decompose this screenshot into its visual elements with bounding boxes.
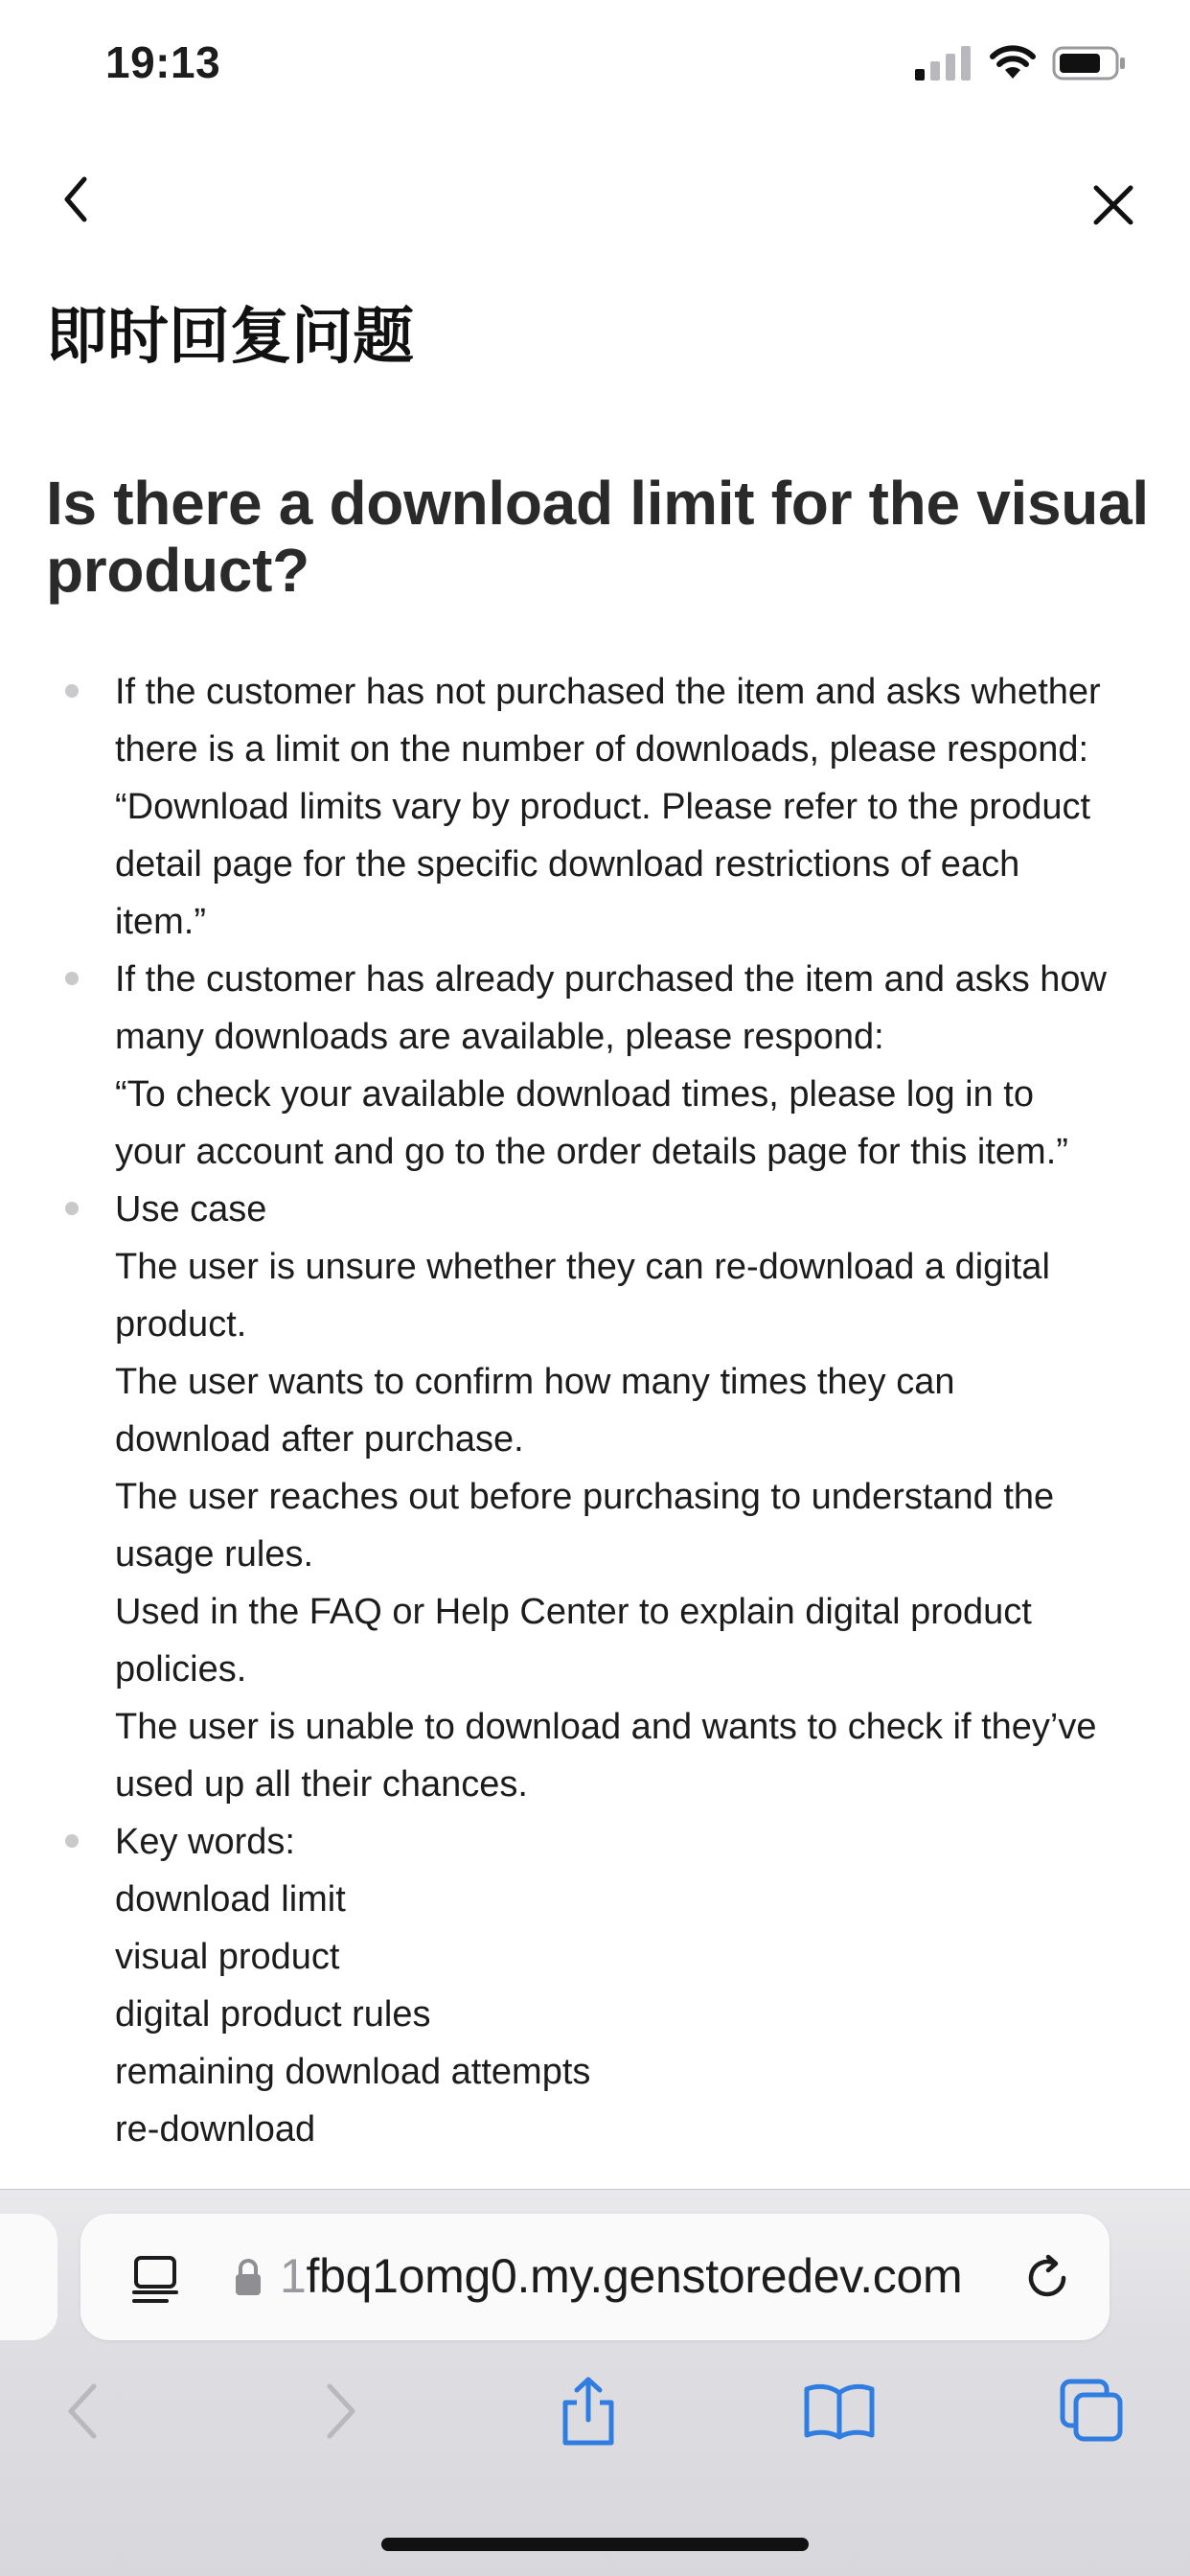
close-icon — [1092, 184, 1134, 226]
list-line: The user wants to confirm how many times they can — [115, 1362, 955, 1402]
url-prefix: 1 — [280, 2249, 307, 2303]
status-time: 19:13 — [105, 37, 221, 87]
lock-icon — [234, 2256, 263, 2298]
list-line: Key words: — [115, 1822, 295, 1862]
list-line: visual product — [115, 1937, 340, 1977]
list-item — [46, 951, 1157, 1181]
list-line: “To check your available download times, please log in to — [115, 1074, 1034, 1115]
list-line: digital product rules — [115, 1994, 431, 2035]
list-line: detail page for the specific download restrictions of each — [115, 844, 1020, 885]
list-line: Used in the FAQ or Help Center to explain digital product — [115, 1592, 1032, 1632]
list-line: usage rules. — [115, 1534, 314, 1575]
bullet-dot — [65, 684, 79, 698]
article-heading: Is there a download limit for the visual product? — [46, 469, 1149, 605]
back-icon — [63, 2380, 102, 2442]
forward-icon — [322, 2380, 360, 2442]
close-button[interactable] — [1083, 174, 1144, 236]
list-item — [46, 663, 1157, 951]
list-line: your account and go to the order details page for this item.” — [115, 1132, 1068, 1172]
status-bar — [0, 0, 1190, 134]
signal-icon — [915, 46, 971, 80]
tabs-icon — [1059, 2378, 1126, 2445]
adjacent-tab-preview[interactable] — [0, 2214, 57, 2340]
browser-forward-button[interactable] — [303, 2373, 379, 2450]
list-line: policies. — [115, 1649, 247, 1690]
list-line: If the customer has already purchased the item and asks how — [115, 959, 1107, 1000]
list-item — [46, 1813, 1157, 2158]
list-line: product. — [115, 1304, 247, 1345]
list-line: there is a limit on the number of downloads, please respond: — [115, 729, 1089, 770]
list-line: Use case — [115, 1189, 267, 1230]
bullet-dot — [65, 1202, 79, 1215]
list-line: many downloads are available, please respond: — [115, 1017, 884, 1057]
list-line: download after purchase. — [115, 1419, 524, 1460]
list-line: “Download limits vary by product. Please refer to the product — [115, 787, 1091, 827]
list-line: download limit — [115, 1879, 346, 1920]
reload-icon[interactable] — [1019, 2250, 1075, 2306]
bookmarks-button[interactable] — [801, 2373, 878, 2450]
bookmarks-icon — [803, 2381, 876, 2441]
bullet-dot — [65, 1834, 79, 1848]
list-line: If the customer has not purchased the item and asks whether — [115, 672, 1101, 712]
list-line: item.” — [115, 902, 206, 942]
list-line: The user reaches out before purchasing to understand the — [115, 1477, 1055, 1517]
back-button[interactable] — [50, 169, 102, 230]
share-button[interactable] — [550, 2373, 627, 2450]
address-bar[interactable] — [80, 2214, 1110, 2340]
list-line: used up all their chances. — [115, 1764, 528, 1805]
share-icon — [558, 2376, 619, 2447]
bullet-list — [46, 663, 1157, 2158]
browser-back-button[interactable] — [44, 2373, 121, 2450]
chevron-left-icon — [61, 175, 90, 223]
list-item — [46, 1181, 1157, 1813]
url-text[interactable] — [280, 2248, 962, 2304]
tabs-button[interactable] — [1054, 2373, 1131, 2450]
list-line: remaining download attempts — [115, 2052, 591, 2092]
list-line: The user is unable to download and wants to check if they’ve — [115, 1707, 1097, 1747]
list-line: re-download — [115, 2109, 316, 2150]
url-rest: fbq1omg0.my.genstoredev.com — [306, 2249, 963, 2303]
list-line: The user is unsure whether they can re-download a digital — [115, 1247, 1050, 1287]
wifi-icon — [990, 44, 1036, 80]
reader-mode-icon[interactable] — [128, 2252, 182, 2306]
page-title: 即时回复问题 — [46, 302, 414, 371]
home-indicator[interactable] — [381, 2538, 809, 2551]
bullet-dot — [65, 972, 79, 985]
article — [46, 470, 1157, 604]
battery-icon — [1052, 45, 1129, 81]
